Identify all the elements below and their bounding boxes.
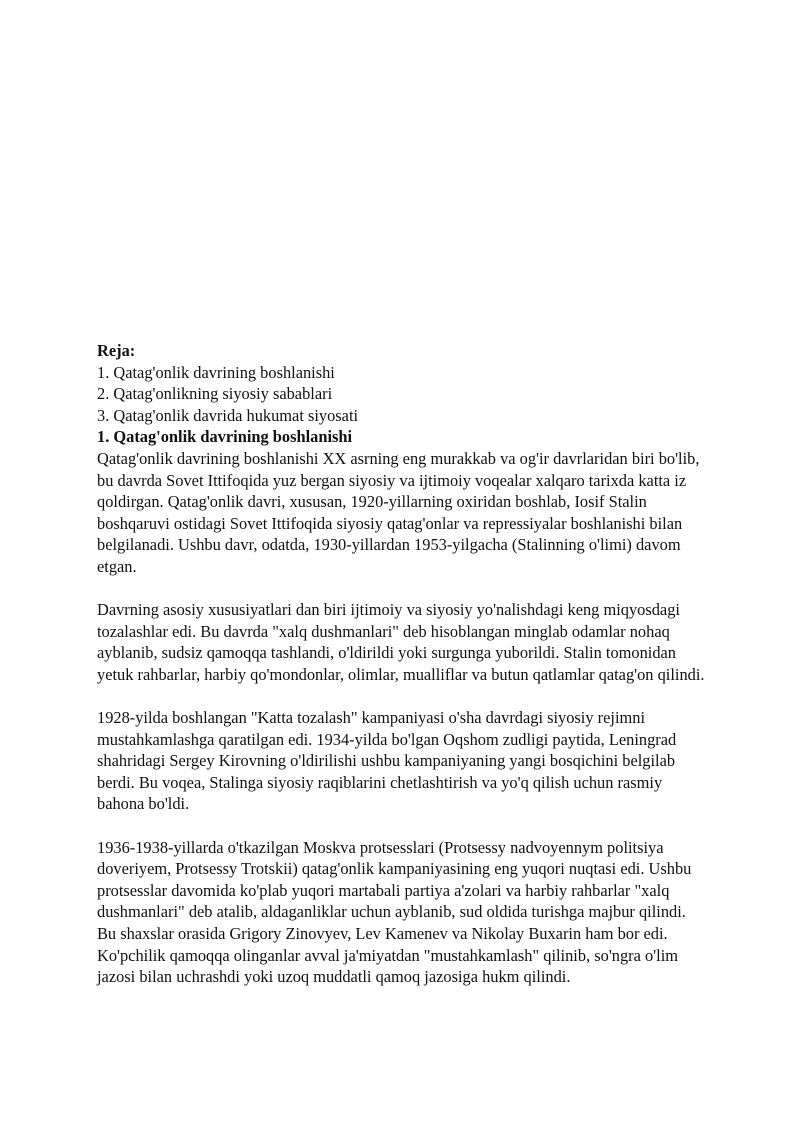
plan-title: Reja: — [97, 341, 136, 360]
plan-item-1: 1. Qatag'onlik davrining boshlanishi — [97, 362, 335, 382]
plan-item-2: 2. Qatag'onlikning siyosiy sabablari — [97, 384, 333, 404]
paragraph-4: 1936-1938-yillarda o'tkazilgan Moskva protsesslari (Protsessy nadvoyennym politsiya doveriyem, Protsessy Trotskii) qatag'onlik kampaniyasining eng yuqori nuqtasi edi. Ushbu protsesslar davomida ko'plab yuqori martabali partiya a'zolari va harbiy rahbarlar "xalq dushmanlari" deb atalib, aldaganliklar uchun ayblanib, sud oldida turishga majbur qilindi. Bu shaxslar orasida Grigory Zinovyev, Lev Kamenev va Nikolay Buxarin ham bor edi. Ko'pchilik qamoqqa olinganlar avval ja'miyatdan "mustahkamlash" qilinib, so'ngra o'lim jazosi bilan uchrashdi yoki uzoq muddatli qamoq jazosiga hukm qilindi. — [97, 837, 692, 987]
paragraph-2: Davrning asosiy xususiyatlari dan biri ijtimoiy va siyosiy yo'nalishdagi keng miqyosdagi tozalashlar edi. Bu davrda "xalq dushmanlari" deb hisoblangan minglab odamlar nohaq ayblanib, sudsiz qamoqqa tashlandi, o'ldirildi yoki surgunga yuborildi. Stalin tomonidan yetuk rahbarlar, harbiy qo'mondonlar, olimlar, mualliflar va butun qatlamlar qatag'on qilindi. — [97, 600, 705, 684]
plan-item-3: 3. Qatag'onlik davrida hukumat siyosati — [97, 405, 359, 425]
document-page — [97, 340, 709, 988]
paragraph-1: Qatag'onlik davrining boshlanishi XX asrning eng murakkab va og'ir davrlaridan biri bo'lib, bu davrda Sovet Ittifoqida yuz bergan siyosiy va ijtimoiy voqealar xalqaro tarixda katta iz qoldirgan. Qatag'onlik davri, xususan, 1920-yillarning oxiridan boshlab, Iosif Stalin boshqaruvi ostidagi Sovet Ittifoqida siyosiy qatag'onlar va repressiyalar boshlanishi bilan belgilanadi. Ushbu davr, odatda, 1930-yillardan 1953-yilgacha (Stalinning o'limi) davom etgan. — [97, 448, 700, 576]
paragraph-3: 1928-yilda boshlangan "Katta tozalash" kampaniyasi o'sha davrdagi siyosiy rejimni mustahkamlashga qaratilgan edi. 1934-yilda bo'lgan Oqshom zudligi paytida, Leningrad shahridagi Sergey Kirovning o'ldirilishi ushbu kampaniyaning yangi bosqichini belgilab berdi. Bu voqea, Stalinga siyosiy raqiblarini chetlashtirish va yo'q qilish uchun rasmiy bahona bo'ldi. — [97, 708, 677, 814]
section-heading: 1. Qatag'onlik davrining boshlanishi — [97, 427, 353, 447]
